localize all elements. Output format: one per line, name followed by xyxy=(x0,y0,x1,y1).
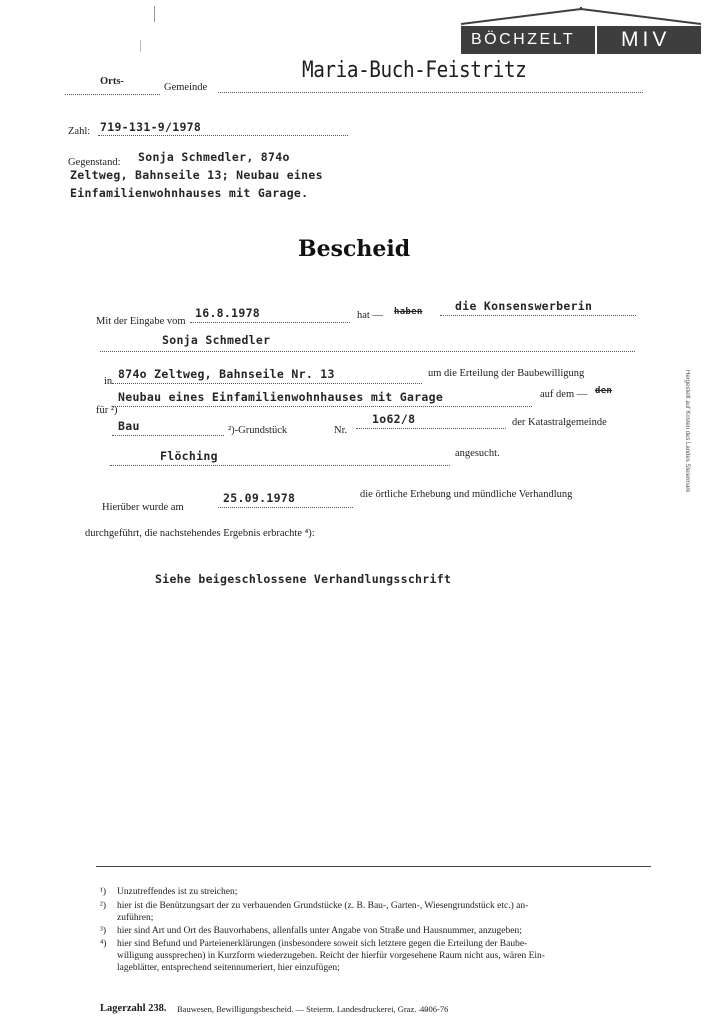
in-label: in xyxy=(104,376,113,387)
orts-label: Orts- xyxy=(100,76,124,87)
footnote-text: willigung aussprechen) in Kurzform wiederzugeben. Reicht der hierfür vorgesehene Raum nicht aus, wären Ein- xyxy=(117,951,545,961)
document-title: Bescheid xyxy=(298,236,411,262)
parcel-line xyxy=(356,428,506,429)
bauvorhaben: Neubau eines Einfamilienwohnhauses mit Garage xyxy=(118,390,444,404)
nr-label: Nr. xyxy=(334,425,348,436)
auf-dem-label: auf dem — xyxy=(540,389,588,400)
gemeinde-label: Gemeinde xyxy=(164,82,208,93)
parcel-number: 1o62/8 xyxy=(372,412,416,426)
footnote-text: hier ist die Benützungsart der zu verbauenden Grundstücke (z. B. Bau-, Garten-, Wiesengrundstück etc.) an- xyxy=(117,901,529,911)
footnote-num: ¹) xyxy=(100,887,107,897)
um-erteilung: um die Erteilung der Baubewilligung xyxy=(428,368,585,379)
scan-mark xyxy=(154,6,155,22)
footnote-text: zuführen; xyxy=(117,913,154,923)
eingabe-date: 16.8.1978 xyxy=(195,306,261,320)
company-logo xyxy=(461,26,701,54)
gegenstand-line-3: Einfamilienwohnhauses mit Garage. xyxy=(70,186,309,200)
haben-crossed: haben xyxy=(394,307,423,317)
gemeinde-line xyxy=(218,92,643,93)
siehe-note: Siehe beigeschlossene Verhandlungsschrift xyxy=(155,572,452,586)
applicant-address: 874o Zeltweg, Bahnseile Nr. 13 xyxy=(118,367,335,381)
angesucht-label: angesucht. xyxy=(455,448,500,459)
gegenstand-line-1: Sonja Schmedler, 874o xyxy=(138,150,290,164)
bau-line xyxy=(112,435,224,436)
logo-right-text: MIV xyxy=(621,28,671,51)
oertliche-label: die örtliche Erhebung und mündliche Verhandlung xyxy=(360,489,573,500)
logo-divider xyxy=(595,26,597,54)
fuer-label: für ²) xyxy=(96,405,118,416)
konsenswerber: die Konsenswerberin xyxy=(455,299,593,313)
durchgefuehrt-label: durchgeführt, die nachstehendes Ergebnis erbrachte ⁴): xyxy=(85,528,315,539)
roof-logo-icon xyxy=(461,7,701,25)
eingabe-label: Mit der Eingabe vom xyxy=(96,316,186,327)
hat-label: hat — xyxy=(357,310,383,321)
footnote-text: hier sind Befund und Parteienerklärungen (insbesondere soweit sich letztere gegen die Erteilung der Baube- xyxy=(117,939,528,949)
lagerzahl: Lagerzahl 238. xyxy=(100,1003,167,1014)
imprint-code: 4906-76 xyxy=(420,1004,449,1014)
gegenstand-label: Gegenstand: xyxy=(68,157,121,168)
footnote-num: ²) xyxy=(100,901,107,911)
footnote-divider xyxy=(96,866,651,867)
gegenstand-line-2: Zeltweg, Bahnseile 13; Neubau eines xyxy=(70,168,323,182)
imprint-description: Bauwesen, Bewilligungsbescheid. — Steierm. Landesdruckerei, Graz. — xyxy=(177,1004,427,1014)
bauvorhaben-line xyxy=(112,406,532,407)
name-line xyxy=(100,351,635,352)
applicant-name: Sonja Schmedler xyxy=(162,333,271,347)
orts-line xyxy=(65,94,160,95)
side-note: Hergestellt auf Kosten des Landes Steiermark xyxy=(684,370,690,493)
eingabe-line xyxy=(190,322,350,323)
zahl-line xyxy=(98,135,348,136)
footnote-text: hier sind Art und Ort des Bauvorhabens, allenfalls unter Angabe von Straße und Hausnummer, anzugeben; xyxy=(117,926,522,936)
address-line xyxy=(112,383,422,384)
konsens-line xyxy=(440,315,636,316)
logo-left-text: BÖCHZELT xyxy=(471,31,576,48)
grundstueck-label: ²)-Grundstück xyxy=(228,425,288,436)
footnote-num: ³) xyxy=(100,926,107,936)
hierueber-label: Hierüber wurde am xyxy=(102,502,184,513)
hearing-date: 25.09.1978 xyxy=(223,491,296,505)
zahl-value: 719-131-9/1978 xyxy=(100,120,202,134)
hearing-line xyxy=(218,507,353,508)
bau-value: Bau xyxy=(118,419,140,433)
scan-mark xyxy=(140,40,141,52)
den-crossed: den xyxy=(595,386,613,396)
katastral-label: der Katastralgemeinde xyxy=(512,417,607,428)
katastral-name: Flöching xyxy=(160,449,218,463)
footnote-text: lageblätter, entsprechend seitennumeriert, hier einzufügen; xyxy=(117,963,340,973)
footnote-text: Unzutreffendes ist zu streichen; xyxy=(117,887,238,897)
gemeinde-stamp: Maria-Buch-Feistritz xyxy=(302,58,527,83)
katastral-line xyxy=(110,465,450,466)
footnote-num: ⁴) xyxy=(100,939,107,949)
zahl-label: Zahl: xyxy=(68,126,91,137)
